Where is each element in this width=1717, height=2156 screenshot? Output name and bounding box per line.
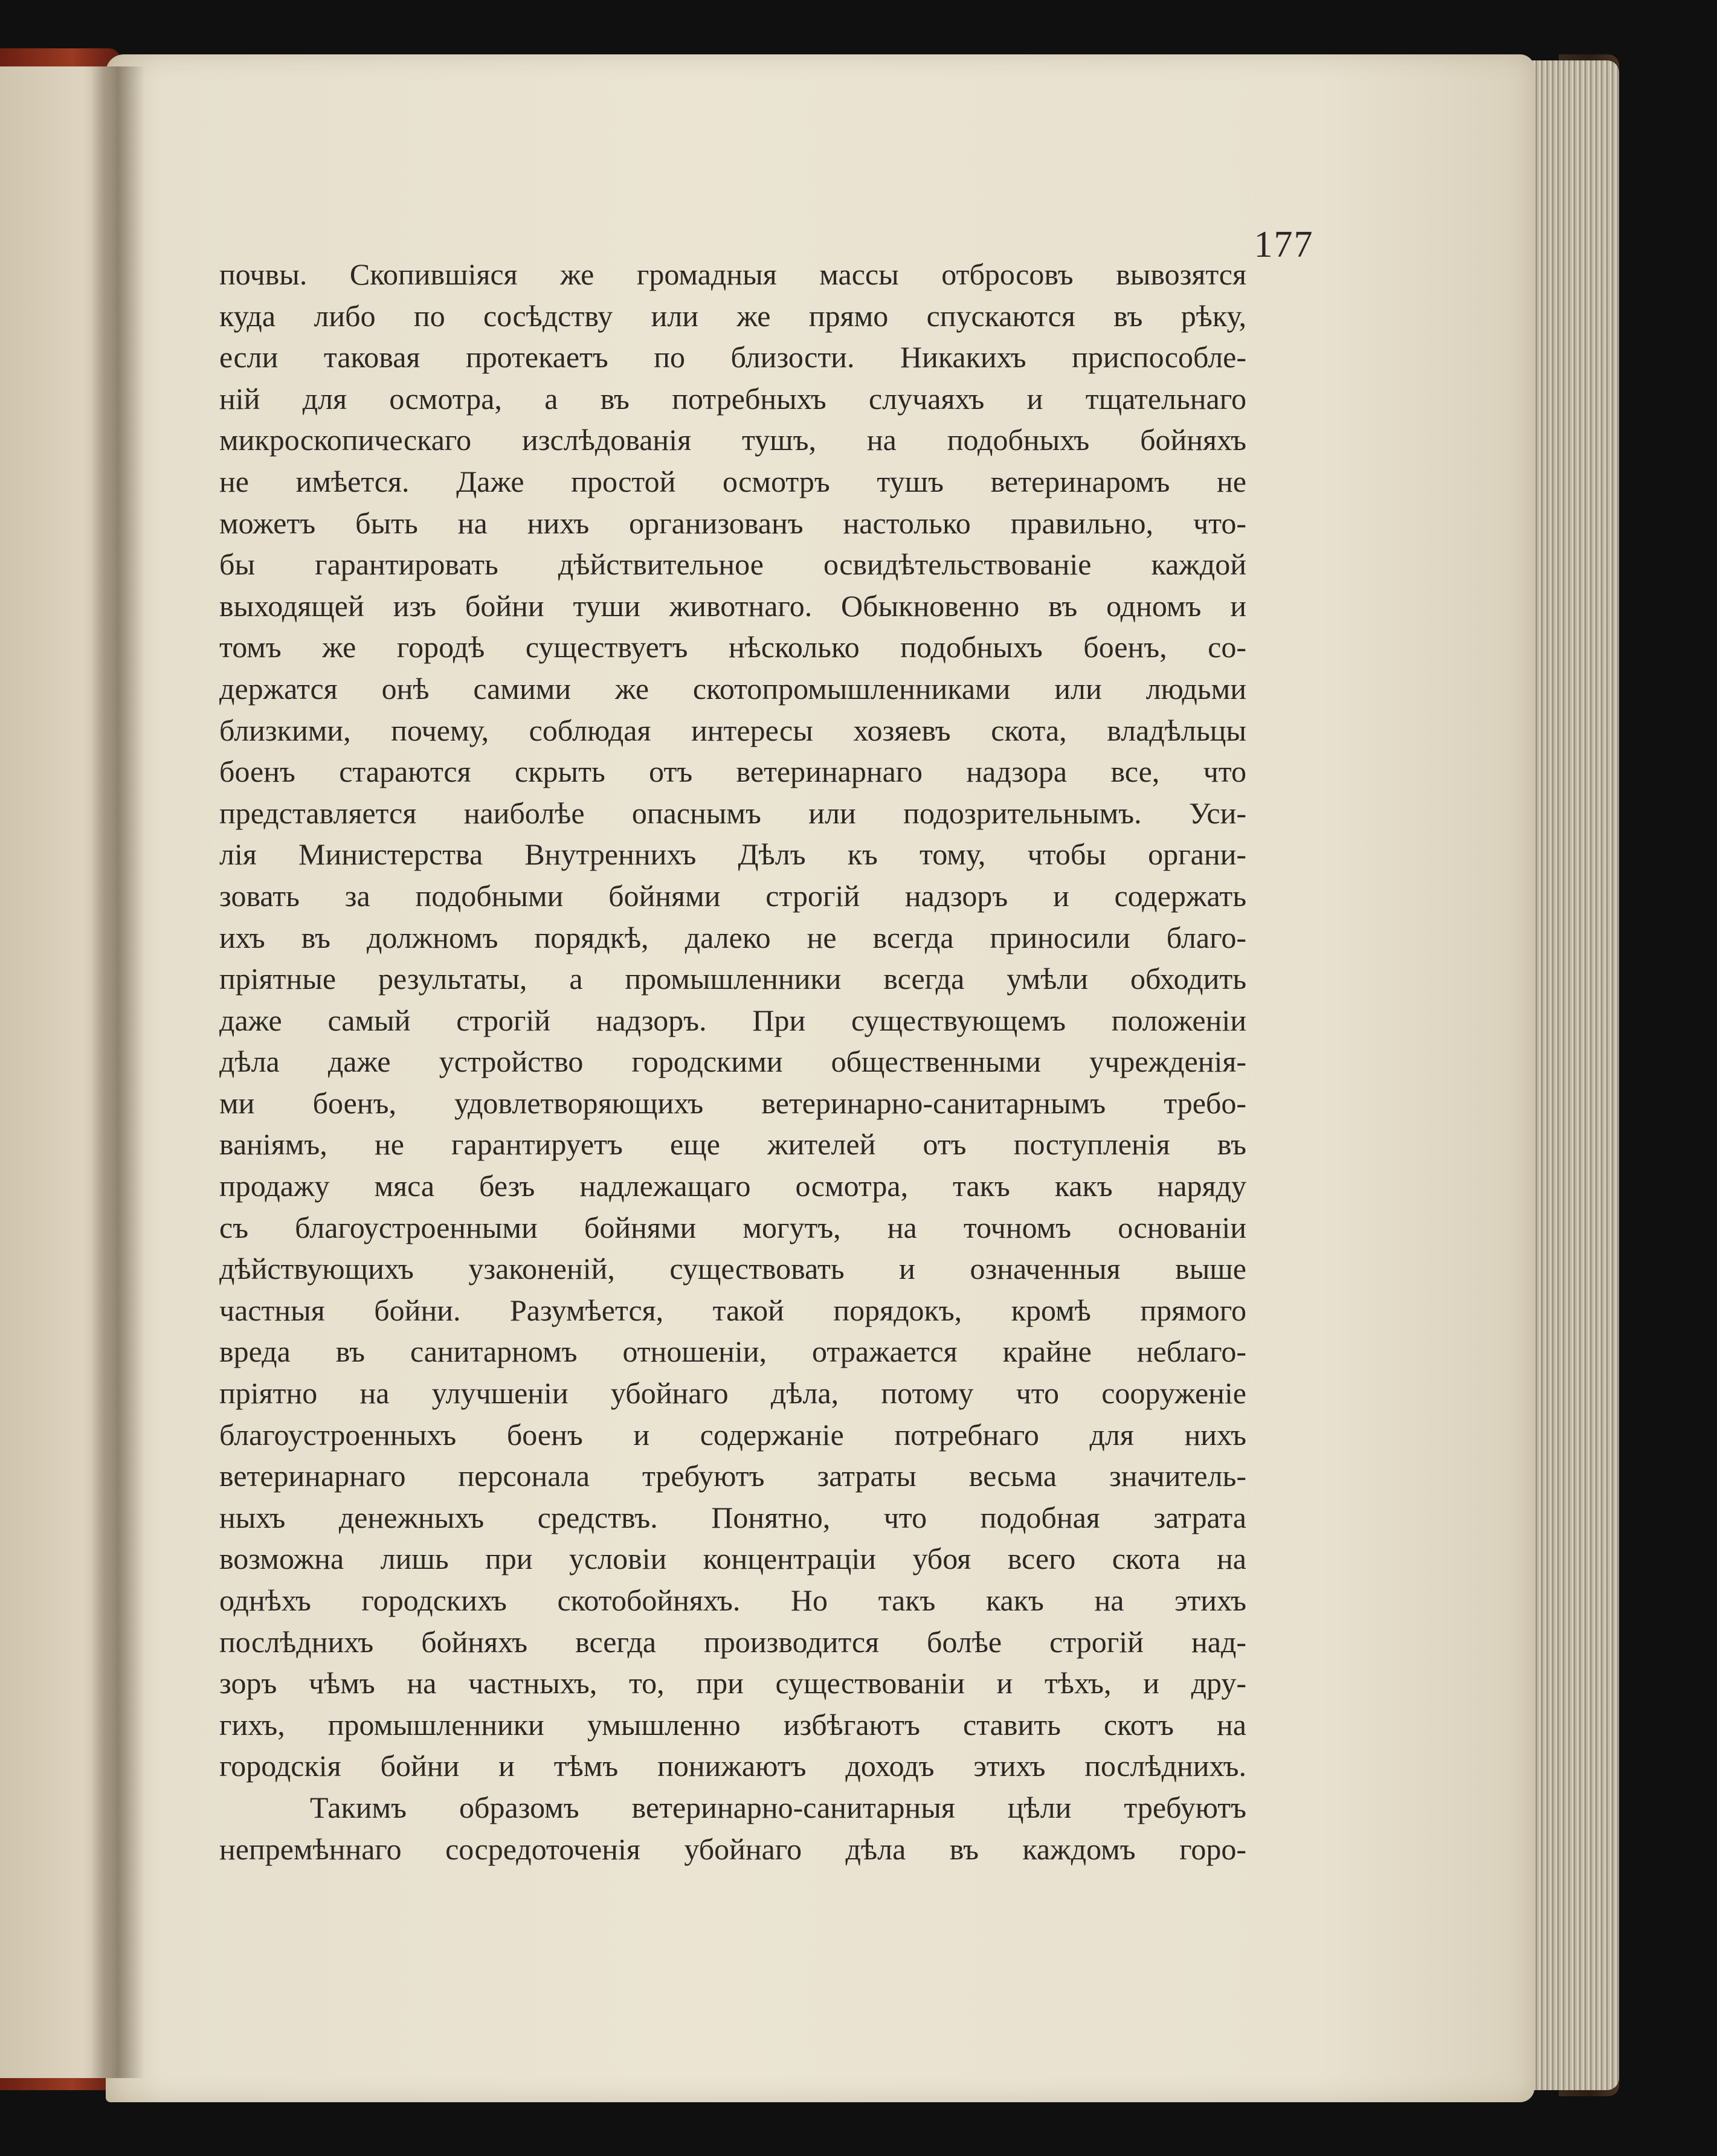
text-line: пріятно на улучшеніи убойнаго дѣла, потому что сооруженіе (219, 1376, 1246, 1411)
text-line: ныхъ денежныхъ средствъ. Понятно, что подобная затрата (219, 1500, 1246, 1534)
text-line: ми боенъ, удовлетворяющихъ ветеринарно-санитарнымъ требо- (219, 1086, 1246, 1120)
text-line: дѣла даже устройство городскими общественными учрежденія- (219, 1044, 1246, 1079)
text-line: зоръ чѣмъ на частныхъ, то, при существованіи и тѣхъ, и дру- (219, 1666, 1246, 1701)
text-line: куда либо по сосѣдству или же прямо спускаются въ рѣку, (219, 298, 1246, 333)
text-line: городскія бойни и тѣмъ понижаютъ доходъ этихъ послѣднихъ. (219, 1749, 1246, 1783)
text-line: микроскопическаго изслѣдованія тушъ, на подобныхъ бойняхъ (219, 423, 1246, 457)
text-line: ихъ въ должномъ порядкѣ, далеко не всегда приносили благо- (219, 920, 1246, 954)
text-line: частныя бойни. Разумѣется, такой порядокъ, кромѣ прямого (219, 1293, 1246, 1327)
page-number: 177 (1254, 224, 1314, 265)
text-line: бы гарантировать дѣйствительное освидѣтельствованіе каждой (219, 547, 1246, 582)
text-line: гихъ, промышленники умышленно избѣгаютъ ставить скотъ на (219, 1707, 1246, 1742)
text-line: дѣйствующихъ узаконеній, существовать и означенныя выше (219, 1252, 1246, 1286)
text-line: боенъ стараются скрыть отъ ветеринарнаго надзора все, что (219, 755, 1246, 789)
text-line: ваніямъ, не гарантируетъ еще жителей отъ поступленія въ (219, 1127, 1246, 1162)
text-line: возможна лишь при условіи концентраціи убоя всего скота на (219, 1542, 1246, 1576)
text-line: зовать за подобными бойнями строгій надзоръ и содержать (219, 878, 1246, 913)
text-line: ній для осмотра, а въ потребныхъ случаяхъ и тщательнаго (219, 381, 1246, 416)
text-line: выходящей изъ бойни туши животнаго. Обыкновенно въ одномъ и (219, 588, 1246, 623)
text-line: почвы. Скопившіяся же громадныя массы отбросовъ вывозятся (219, 257, 1246, 291)
text-line: съ благоустроенными бойнями могутъ, на точномъ основаніи (219, 1210, 1246, 1244)
text-line: даже самый строгій надзоръ. При существующемъ положеніи (219, 1003, 1246, 1037)
text-line: однѣхъ городскихъ скотобойняхъ. Но такъ какъ на этихъ (219, 1583, 1246, 1617)
text-line: если таковая протекаетъ по близости. Никакихъ приспособле- (219, 340, 1246, 375)
paragraph (219, 254, 1246, 1787)
text-line: послѣднихъ бойняхъ всегда производится болѣе строгій над- (219, 1624, 1246, 1659)
text-line: ветеринарнаго персонала требуютъ затраты весьма значитель- (219, 1459, 1246, 1493)
text-line: благоустроенныхъ боенъ и содержаніе потребнаго для нихъ (219, 1417, 1246, 1452)
text-line: представляется наиболѣе опаснымъ или подозрительнымъ. Уси- (219, 796, 1246, 830)
text-line: не имѣется. Даже простой осмотръ тушъ ветеринаромъ не (219, 464, 1246, 498)
text-line: продажу мяса безъ надлежащаго осмотра, такъ какъ наряду (219, 1169, 1246, 1203)
paragraph (219, 1787, 1246, 1870)
text-line: лія Министерства Внутреннихъ Дѣлъ къ тому, чтобы органи- (219, 837, 1246, 872)
text-line: держатся онѣ самими же скотопромышленниками или людьми (219, 671, 1246, 706)
text-line: близкими, почему, соблюдая интересы хозяевъ скота, владѣльцы (219, 713, 1246, 747)
text-line: можетъ быть на нихъ организованъ настолько правильно, что- (219, 506, 1246, 540)
text-line: непремѣннаго сосредоточенія убойнаго дѣла въ каждомъ горо- (219, 1832, 1246, 1866)
text-line: вреда въ санитарномъ отношеніи, отражается крайне неблаго- (219, 1334, 1246, 1369)
page-text (219, 254, 1246, 1870)
text-line: Такимъ образомъ ветеринарно-санитарныя цѣли требуютъ (310, 1790, 1246, 1824)
text-line: пріятные результаты, а промышленники всегда умѣли обходить (219, 962, 1246, 996)
text-line: томъ же городѣ существуетъ нѣсколько подобныхъ боенъ, со- (219, 630, 1246, 664)
gutter-shadow (91, 66, 145, 2078)
